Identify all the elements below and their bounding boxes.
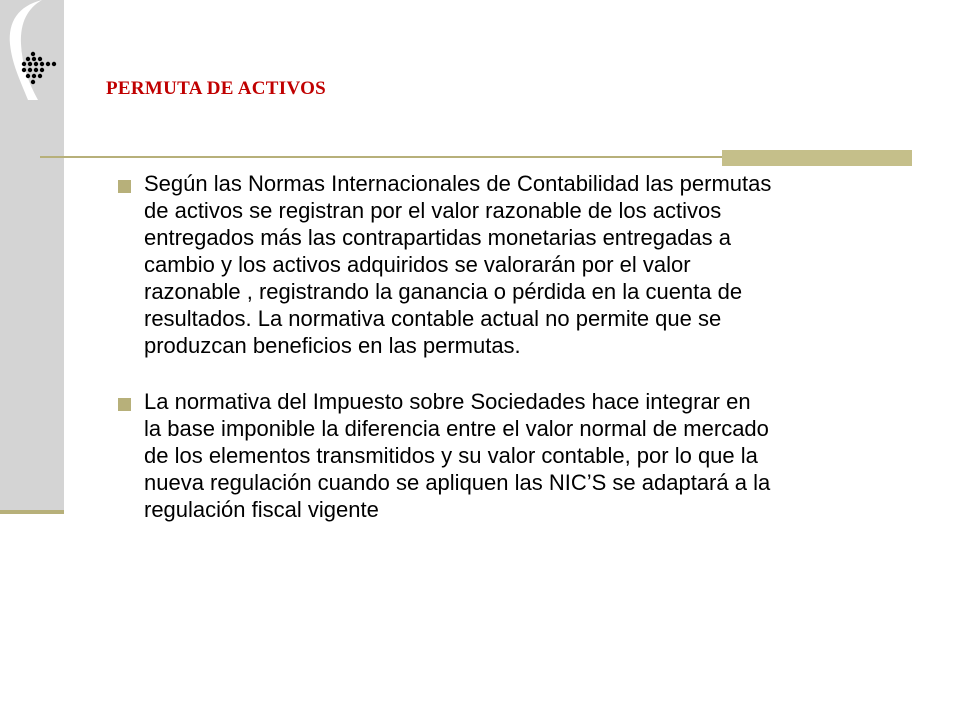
slide-title: PERMUTA DE ACTIVOS xyxy=(106,78,327,99)
bullet-item xyxy=(106,170,906,359)
bullet-text: La normativa del Impuesto sobre Sociedades hace integrar en la base imponible la diferencia entre el valor normal de mercado de los elementos transmitidos y su valor contable, por lo que la nueva regulación cuando se apliquen las NIC’S se adaptará a la regulación fiscal vigente xyxy=(144,389,771,522)
bullet-list xyxy=(106,170,906,552)
square-bullet-icon xyxy=(118,180,131,193)
bullet-item xyxy=(106,388,906,523)
logo-white-curve xyxy=(10,0,42,100)
square-bullet-icon xyxy=(118,398,131,411)
title-divider-accent xyxy=(722,150,912,166)
bullet-text: Según las Normas Internacionales de Contabilidad las permutas de activos se registran por el valor razonable de los activos entregados más las contrapartidas monetarias entregadas a cambio y los activos adquiridos se valorarán por el valor razonable , registrando la ganancia o pérdida en la cuenta de resultados. La normativa contable actual no permite que se produzcan beneficios en las permutas. xyxy=(144,171,772,358)
dotted-s-logo-icon xyxy=(0,0,64,100)
sidebar-bottom-line xyxy=(0,510,64,514)
